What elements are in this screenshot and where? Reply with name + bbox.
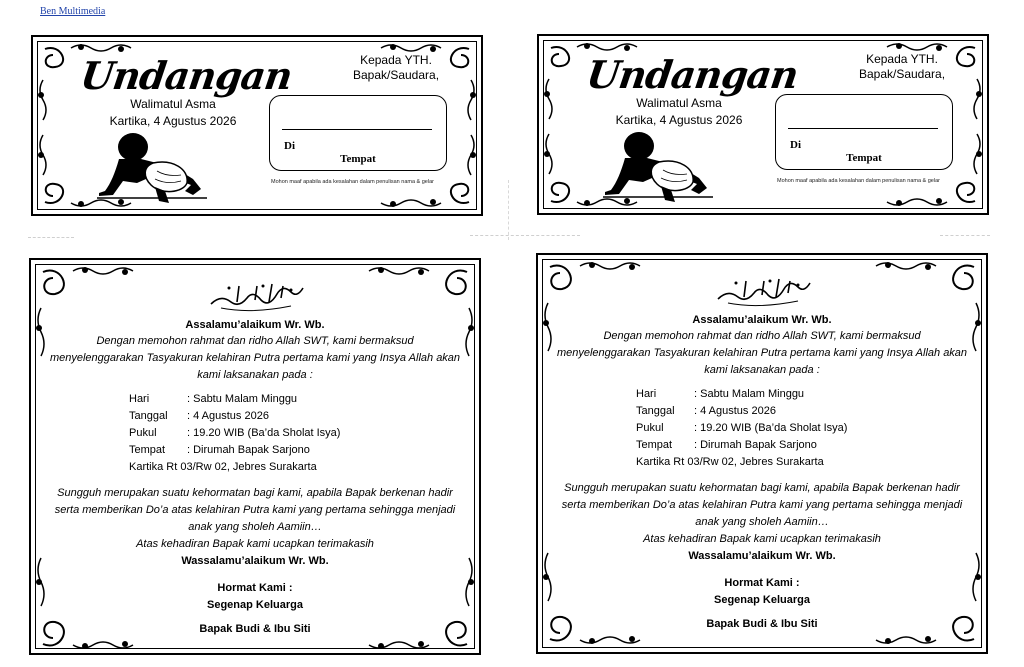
recipient-line-2: Bapak/Saudara, — [858, 67, 946, 81]
invitation-title: Undangan — [583, 52, 801, 97]
detail-row-date — [636, 403, 847, 420]
closing-line-1: Sungguh merupakan suatu kehormatan bagi kami, apabila Bapak berkenan hadir — [57, 487, 453, 499]
baby-illustration — [603, 128, 713, 204]
detail-value: : 4 Agustus 2026 — [187, 410, 269, 422]
closing-line-3: anak yang sholeh Aamiin… — [188, 521, 322, 533]
di-label: Di — [790, 139, 801, 151]
detail-row-place — [636, 437, 847, 454]
apology-note: Mohon maaf apabila ada kesalahan dalam penulisan nama & gelar — [271, 179, 434, 185]
tempat-label: Tempat — [846, 152, 882, 164]
cover-card-right — [537, 34, 989, 215]
event-details — [636, 386, 847, 471]
detail-label: Tempat — [129, 444, 166, 456]
detail-row-date — [129, 408, 340, 425]
detail-label: Hari — [636, 388, 657, 400]
detail-row-day — [636, 386, 847, 403]
farewell: Wassalamu’alaikum Wr. Wb. — [688, 550, 836, 562]
cut-guide — [28, 237, 74, 238]
closing-line-3: anak yang sholeh Aamiin… — [695, 516, 829, 528]
hosts-signature: Bapak Budi & Ibu Siti — [199, 623, 311, 635]
event-name: Walimatul Asma — [636, 96, 722, 110]
greeting: Assalamu’alaikum Wr. Wb. — [185, 319, 325, 331]
detail-value: : Dirumah Bapak Sarjono — [694, 439, 817, 451]
detail-address: Kartika Rt 03/Rw 02, Jebres Surakarta — [636, 456, 824, 468]
detail-value: : Sabtu Malam Minggu — [694, 388, 805, 400]
address-box — [269, 95, 447, 171]
address-box — [775, 94, 953, 170]
detail-row-place — [129, 442, 340, 459]
detail-value: : Sabtu Malam Minggu — [187, 393, 298, 405]
closing-line-2: serta memberikan Do’a atas kelahiran Putra kami yang pertama sehingga menjadi — [54, 504, 456, 516]
greeting: Assalamu’alaikum Wr. Wb. — [692, 314, 832, 326]
name-line — [788, 128, 938, 129]
detail-address: Kartika Rt 03/Rw 02, Jebres Surakarta — [129, 461, 317, 473]
detail-row-time — [636, 420, 847, 437]
place-date: Kartika, 4 Agustus 2026 — [109, 114, 237, 128]
tempat-label: Tempat — [340, 153, 376, 165]
opening-line-1: Dengan memohon rahmat dan ridho Allah SWT, kami bermaksud — [96, 335, 414, 347]
detail-row-day — [129, 391, 340, 408]
event-details — [129, 391, 340, 476]
invitation-title: Undangan — [77, 53, 295, 98]
opening-line-3: kami laksanakan pada : — [197, 369, 313, 381]
detail-value: : Dirumah Bapak Sarjono — [187, 444, 310, 456]
cut-guide — [940, 235, 990, 236]
recipient-line-2: Bapak/Saudara, — [352, 68, 440, 82]
farewell: Wassalamu’alaikum Wr. Wb. — [181, 555, 329, 567]
detail-row-time — [129, 425, 340, 442]
place-date: Kartika, 4 Agustus 2026 — [615, 113, 743, 127]
opening-line-2: menyelenggarakan Tasyakuran kelahiran Putra pertama kami yang Insya Allah akan — [556, 347, 968, 359]
apology-note: Mohon maaf apabila ada kesalahan dalam penulisan nama & gelar — [777, 178, 940, 184]
baby-illustration — [97, 129, 207, 205]
detail-value: : 19.20 WIB (Ba’da Sholat Isya) — [187, 427, 341, 439]
recipient-heading — [807, 52, 997, 82]
detail-label: Hari — [129, 393, 150, 405]
detail-label: Tanggal — [129, 410, 168, 422]
header-brand-link[interactable]: Ben Multimedia — [40, 6, 106, 17]
opening-line-1: Dengan memohon rahmat dan ridho Allah SWT, kami bermaksud — [603, 330, 921, 342]
detail-label: Tanggal — [636, 405, 675, 417]
recipient-line-1: Kepada YTH. — [866, 52, 938, 66]
closing-line-4: Atas kehadiran Bapak kami ucapkan terimakasih — [136, 538, 374, 550]
cut-guide — [470, 235, 580, 236]
family-signature: Segenap Keluarga — [207, 599, 303, 611]
cover-card-left — [31, 35, 483, 216]
detail-value: : 4 Agustus 2026 — [694, 405, 776, 417]
invitation-card-left — [29, 258, 481, 655]
opening-line-3: kami laksanakan pada : — [704, 364, 820, 376]
regards: Hormat Kami : — [217, 582, 293, 594]
bismillah-calligraphy — [207, 280, 307, 312]
detail-value: : 19.20 WIB (Ba’da Sholat Isya) — [694, 422, 848, 434]
detail-label: Pukul — [636, 422, 664, 434]
recipient-heading — [301, 53, 491, 83]
regards: Hormat Kami : — [724, 577, 800, 589]
family-signature: Segenap Keluarga — [714, 594, 810, 606]
closing-line-2: serta memberikan Do’a atas kelahiran Putra kami yang pertama sehingga menjadi — [561, 499, 963, 511]
recipient-line-1: Kepada YTH. — [360, 53, 432, 67]
opening-line-2: menyelenggarakan Tasyakuran kelahiran Putra pertama kami yang Insya Allah akan — [49, 352, 461, 364]
detail-label: Pukul — [129, 427, 157, 439]
event-name: Walimatul Asma — [130, 97, 216, 111]
hosts-signature: Bapak Budi & Ibu Siti — [706, 618, 818, 630]
bismillah-calligraphy — [714, 275, 814, 307]
invitation-card-right — [536, 253, 988, 654]
name-line — [282, 129, 432, 130]
di-label: Di — [284, 140, 295, 152]
cut-guide — [508, 180, 509, 240]
detail-label: Tempat — [636, 439, 673, 451]
closing-line-4: Atas kehadiran Bapak kami ucapkan terimakasih — [643, 533, 881, 545]
closing-line-1: Sungguh merupakan suatu kehormatan bagi kami, apabila Bapak berkenan hadir — [564, 482, 960, 494]
